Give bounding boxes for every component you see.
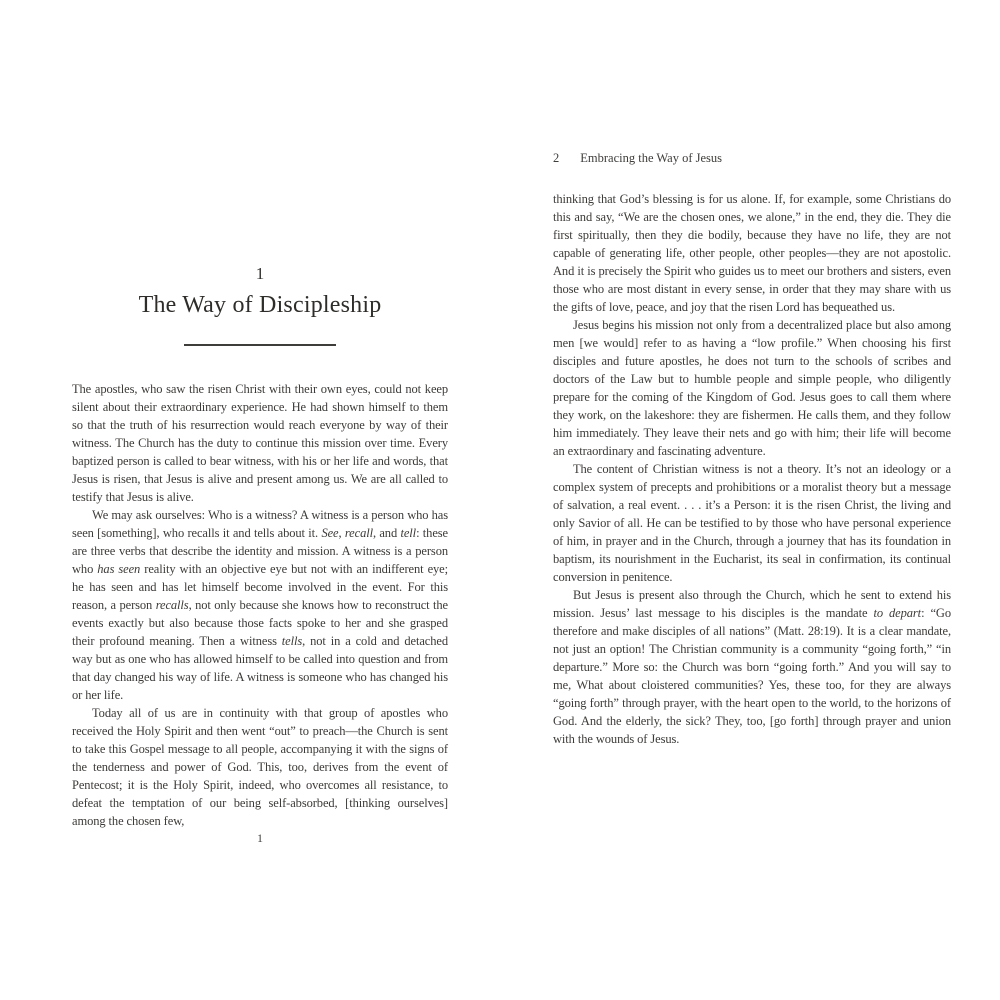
- running-title: Embracing the Way of Jesus: [580, 151, 723, 165]
- running-header: [553, 151, 722, 166]
- paragraph: [553, 586, 951, 748]
- right-page: [553, 0, 951, 1000]
- chapter-number: 1: [255, 264, 265, 283]
- text-segment: Today all of us are in continuity with that group of apostles who received the Holy Spirit and then went “out” to preach—the Church is sent to take this Gospel message to all people, accompanying it with the signs of the tenderness and power of God. This, too, derives from the event of Pentecost; it is the Holy Spirit, indeed, who overcomes all resistance, to defeat the temptation of our being self-absorbed, [thinking ourselves] among the chosen few,: [72, 706, 448, 828]
- italic-text-segment: See: [321, 526, 339, 540]
- title-divider-rule: [184, 344, 336, 346]
- paragraph: [72, 380, 448, 506]
- text-segment: : “Go therefore and make disciples of all nations” (Matt. 28:19). It is a clear mandate, not just an option! The Christian community is a community “going forth,” “in departure.” More so: the Church was born “going forth.” And you will say to me, What about cloistered communities? Yes, these too, for they are always “going forth” through prayer, with the heart open to the world, to the horizons of God. And the elderly, the sick? They, too, [go forth] through prayer and union with the wounds of Jesus.: [553, 606, 951, 746]
- text-segment: , not in a cold and detached way but as one who has allowed himself to be called into question and from that day changed his way of life. A witness is someone who has changed his or her life.: [72, 634, 448, 702]
- text-segment: Jesus begins his mission not only from a decentralized place but also among men [we would] refer to as having a “low profile.” When choosing his first disciples and future apostles, he does not turn to the schools of scribes and doctors of the Law but to humble people and simple people, who diligently prepare for the coming of the Kingdom of God. Jesus goes to call them where they work, on the lakeshore: they are fishermen. He calls them, and they follow him immediately. They leave their nets and go with him; their life will become an extraordinary and fascinating adventure.: [553, 318, 951, 458]
- paragraph: [553, 316, 951, 460]
- text-segment: , not only because she knows how to reconstruct the events exactly but also because those facts spoke to her and she grasped their profound meaning. Then a witness: [72, 598, 449, 648]
- left-page-number: 1: [257, 831, 263, 845]
- right-page-body: [553, 190, 951, 748]
- italic-text-segment: tells: [281, 634, 303, 648]
- text-segment: reality with an objective eye but not with an indifferent eye; he has seen and has let himself become involved in the event. For this reason, a person: [72, 562, 448, 612]
- text-segment: : these are three verbs that describe the identity and mission. A witness is a person who: [72, 526, 448, 576]
- text-segment: , and: [372, 526, 401, 540]
- paragraph: [553, 460, 951, 586]
- text-segment: ,: [338, 526, 345, 540]
- italic-text-segment: has seen: [97, 562, 141, 576]
- paragraph: [72, 704, 448, 830]
- paragraph: [72, 506, 448, 704]
- left-page: [72, 0, 448, 1000]
- text-segment: But Jesus is present also through the Church, which he sent to extend his mission. Jesus’ last message to his disciples is the mandate: [553, 588, 951, 620]
- text-segment: We may ask ourselves: Who is a witness? A witness is a person who has seen [something], who recalls it and tells about it.: [72, 508, 448, 540]
- italic-text-segment: recalls: [155, 598, 189, 612]
- italic-text-segment: tell: [400, 526, 417, 540]
- italic-text-segment: to depart: [873, 606, 922, 620]
- text-segment: The apostles, who saw the risen Christ with their own eyes, could not keep silent about their extraordinary experience. He had shown himself to them so that the truth of his resurrection would reach everyone by way of their witness. The Church has the duty to continue this mission over time. Every baptized person is called to bear witness, with his or her life and words, that Jesus is risen, that Jesus is alive and present among us. We are all called to testify that Jesus is alive.: [72, 382, 448, 504]
- left-page-body: [72, 380, 448, 830]
- italic-text-segment: recall: [344, 526, 373, 540]
- right-page-number: 2: [553, 151, 560, 165]
- text-segment: thinking that God’s blessing is for us alone. If, for example, some Christians do this and say, “We are the chosen ones, we alone,” in the end, they die. They die first spiritually, then they die bodily, because they have no life, they are not capable of generating life, other people, other peoples—they are not apostolic. And it is precisely the Spirit who guides us to meet our brothers and sisters, even those who are most distant in every sense, in order that they may share with us the gifts of love, peace, and joy that the risen Lord has bequeathed us.: [553, 192, 951, 314]
- chapter-title: The Way of Discipleship: [138, 292, 382, 318]
- text-segment: The content of Christian witness is not a theory. It’s not an ideology or a complex system of precepts and prohibitions or a moralist theory but a message of salvation, a real event. . . . it’s a Person: it is the risen Christ, the living and only Savior of all. He can be testified to by those who have personal experience of him, in prayer and in the Church, through a journey that has its foundation in baptism, its nourishment in the Eucharist, its seal in confirmation, its continual conversion in penitence.: [553, 462, 951, 584]
- paragraph: [553, 190, 951, 316]
